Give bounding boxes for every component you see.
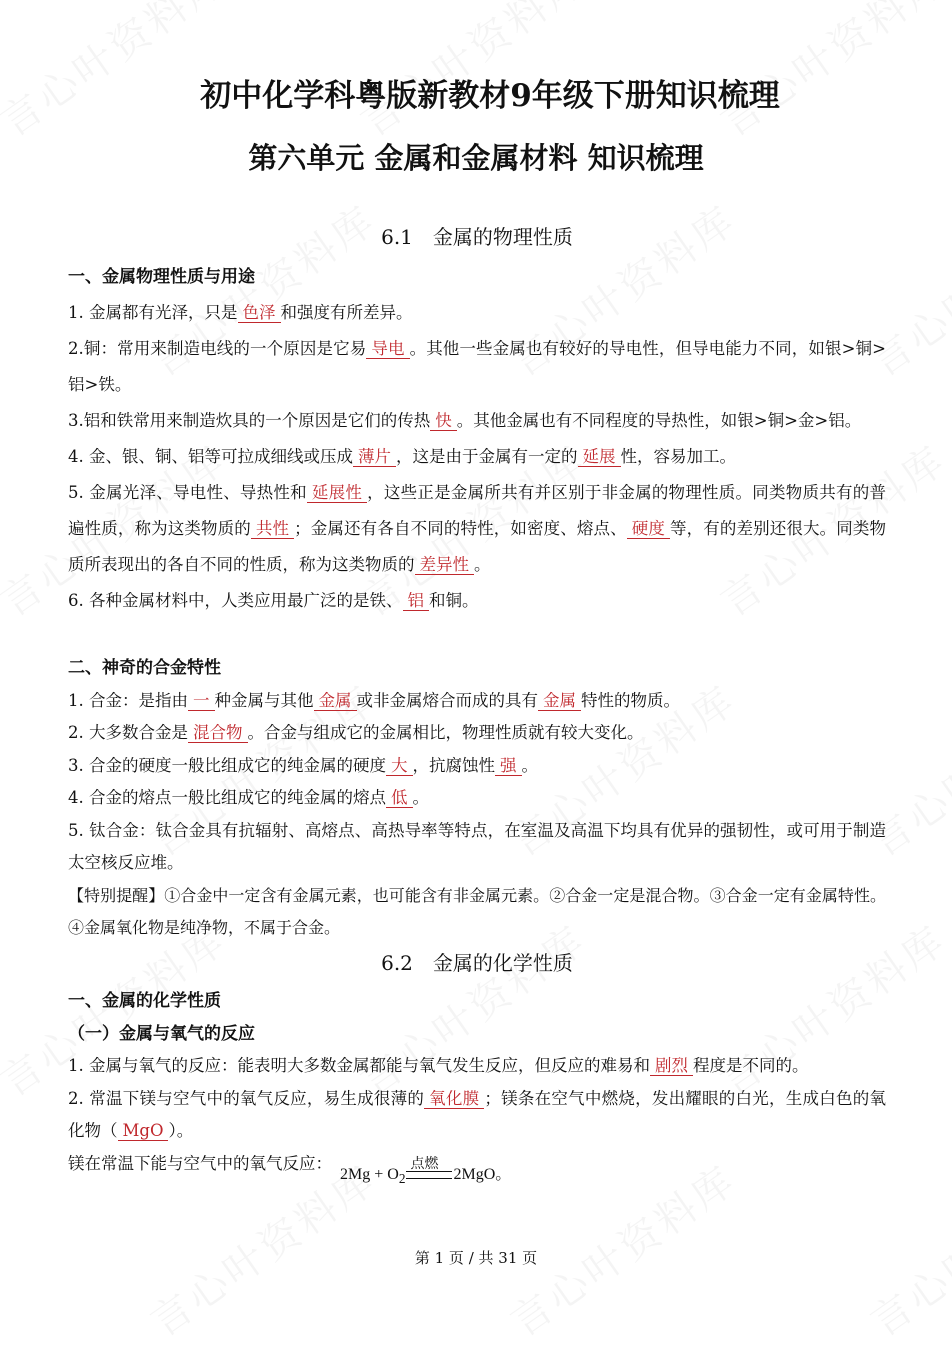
answer-blank: 硬度 [627, 519, 670, 539]
paragraph [68, 750, 886, 783]
answer-blank: 一 [188, 691, 215, 711]
equals-sign [406, 1155, 452, 1179]
paragraph [68, 685, 886, 718]
answer-blank: 低 [386, 788, 413, 808]
section-title: 6.2 金属的化学性质 [381, 951, 573, 975]
text-span: 和强度有所差异。 [280, 303, 413, 322]
answer-blank: 快 [430, 411, 457, 431]
text-span: 6. 各种金属材料中，人类应用最广泛的是铁、 [68, 591, 403, 610]
text-span: 【特别提醒】①合金中一定含有金属元素，也可能含有非金属元素。②合金一定是混合物。③合金一定有金属特性。④金属氧化物是纯净物，不属于合金。 [68, 885, 886, 937]
answer-blank: 氧化膜 [424, 1089, 484, 1109]
answer-blank: 大 [386, 756, 413, 776]
section-title: 6.1 金属的物理性质 [381, 225, 573, 249]
answer-blank: 强 [495, 756, 522, 776]
special-note [68, 880, 886, 945]
answer-blank: 剧烈 [650, 1056, 693, 1076]
text-span: 二、神奇的合金特性 [68, 658, 221, 678]
text-span: 1. 金属与氧气的反应：能表明大多数金属都能与氧气发生反应，但反应的难易和 [68, 1056, 650, 1075]
answer-blank: 金属 [538, 691, 581, 711]
text-span: 1. 合金：是指由 [68, 690, 188, 710]
chemical-equation [340, 1155, 512, 1196]
text-span: ，这些正是金属所共有并区别于非金属的物理性质。同类物质共有的普遍性质，称为这类物质的 [68, 483, 886, 538]
text-span: 种金属与其他 [214, 690, 314, 710]
paragraph [68, 475, 886, 583]
text-span: 3. 合金的硬度一般比组成它的纯金属的硬度 [68, 755, 386, 775]
text-span: 。其他金属也有不同程度的导热性，如银>铜>金>铝。 [456, 411, 862, 430]
section-heading [68, 259, 886, 295]
section-heading [68, 1018, 886, 1051]
text-span: 2. 大多数合金是 [68, 723, 188, 742]
paragraph [68, 1083, 886, 1148]
answer-blank: MgO [118, 1121, 169, 1141]
section-heading [68, 985, 886, 1018]
text-span: 1. 金属都有光泽，只是 [68, 303, 238, 322]
text-span: 。 [521, 755, 538, 775]
text-span: 等，有的差别还很大。同类物质所表现出的各自不同的性质，称为这类物质的 [68, 519, 887, 574]
equation-right: 2MgO [453, 1165, 496, 1183]
text-span: 2. 常温下镁与空气中的氧气反应，易生成很薄的 [68, 1088, 425, 1108]
answer-blank: 延展 [578, 447, 621, 467]
unit-title: 第六单元 金属和金属材料 知识梳理 [248, 141, 704, 175]
section-6-1 [68, 219, 886, 619]
reaction-condition: 点燃 [410, 1155, 439, 1172]
text-span: 4. 合金的熔点一般比组成它的纯金属的熔点 [68, 788, 386, 807]
document-title: 初中化学科粤版新教材9年级下册知识梳理 [200, 78, 780, 114]
paragraph [68, 331, 886, 403]
answer-blank: 色泽 [238, 303, 281, 323]
answer-blank: 共性 [251, 519, 294, 539]
text-span: 2.铜：常用来制造电线的一个原因是它易 [68, 339, 367, 358]
paragraph [68, 717, 886, 750]
paragraph [68, 1148, 886, 1186]
text-span: 。 [412, 788, 429, 807]
answer-blank: 差异性 [415, 555, 475, 575]
text-span: ，抗腐蚀性 [412, 755, 495, 775]
paragraph [68, 815, 886, 880]
answer-blank: 延展性 [307, 483, 367, 503]
text-span: 5. 金属光泽、导电性、导热性和 [68, 483, 307, 502]
text-span: 4. 金、银、铜、铝等可拉成细线或压成 [68, 447, 353, 466]
text-span: 。合金与组成它的金属相比，物理性质就有较大变化。 [247, 723, 644, 742]
equation-subscript: 2 [398, 1170, 406, 1186]
paragraph [68, 782, 886, 815]
answer-blank: 金属 [314, 691, 357, 711]
text-span: 镁在常温下能与空气中的氧气反应： [68, 1153, 332, 1173]
text-span: 特性的物质。 [581, 690, 680, 710]
text-span: 3.铝和铁常用来制造炊具的一个原因是它们的传热 [68, 411, 431, 430]
paragraph [68, 583, 886, 619]
answer-blank: 导电 [366, 339, 409, 359]
section-heading [68, 652, 886, 685]
paragraph [68, 439, 886, 475]
section-alloys [68, 652, 886, 945]
text-span: 或非金属熔合而成的具有 [356, 690, 538, 710]
paragraph [68, 295, 886, 331]
equation-left: 2Mg + O [340, 1165, 399, 1183]
text-span: 一、金属的化学性质 [68, 991, 221, 1011]
text-span: 。其他一些金属也有较好的导电性，但导电能力不同，如银>铜>铝>铁。 [68, 339, 886, 394]
text-span: 和铜。 [429, 591, 479, 610]
text-span: ）。 [168, 1121, 194, 1140]
text-span: 5. 钛合金：钛合金具有抗辐射、高熔点、高热导率等特点，在室温及高温下均具有优异的强韧性，或可用于制造太空核反应堆。 [68, 820, 886, 872]
text-span: 一、金属物理性质与用途 [68, 267, 255, 287]
text-span: （一）金属与氧气的反应 [68, 1023, 255, 1044]
answer-blank: 薄片 [353, 447, 396, 467]
text-span: 性，容易加工。 [620, 447, 736, 466]
text-span: ；镁条在空气中燃烧，发出耀眼的白光，生成白色的氧化物（ [68, 1088, 887, 1140]
text-span: ，这是由于金属有一定的 [396, 447, 578, 466]
paragraph [68, 1050, 886, 1083]
answer-blank: 铝 [403, 591, 430, 611]
text-span: 。 [474, 555, 491, 574]
paragraph [68, 403, 886, 439]
page-footer: 第 1 页 / 共 31 页 [414, 1249, 538, 1267]
section-6-2 [68, 945, 886, 1185]
answer-blank: 混合物 [188, 723, 248, 743]
equation-end: 。 [495, 1165, 512, 1183]
text-span: ；金属还有各自不同的特性，如密度、熔点、 [294, 519, 627, 538]
text-span: 程度是不同的。 [693, 1056, 809, 1075]
